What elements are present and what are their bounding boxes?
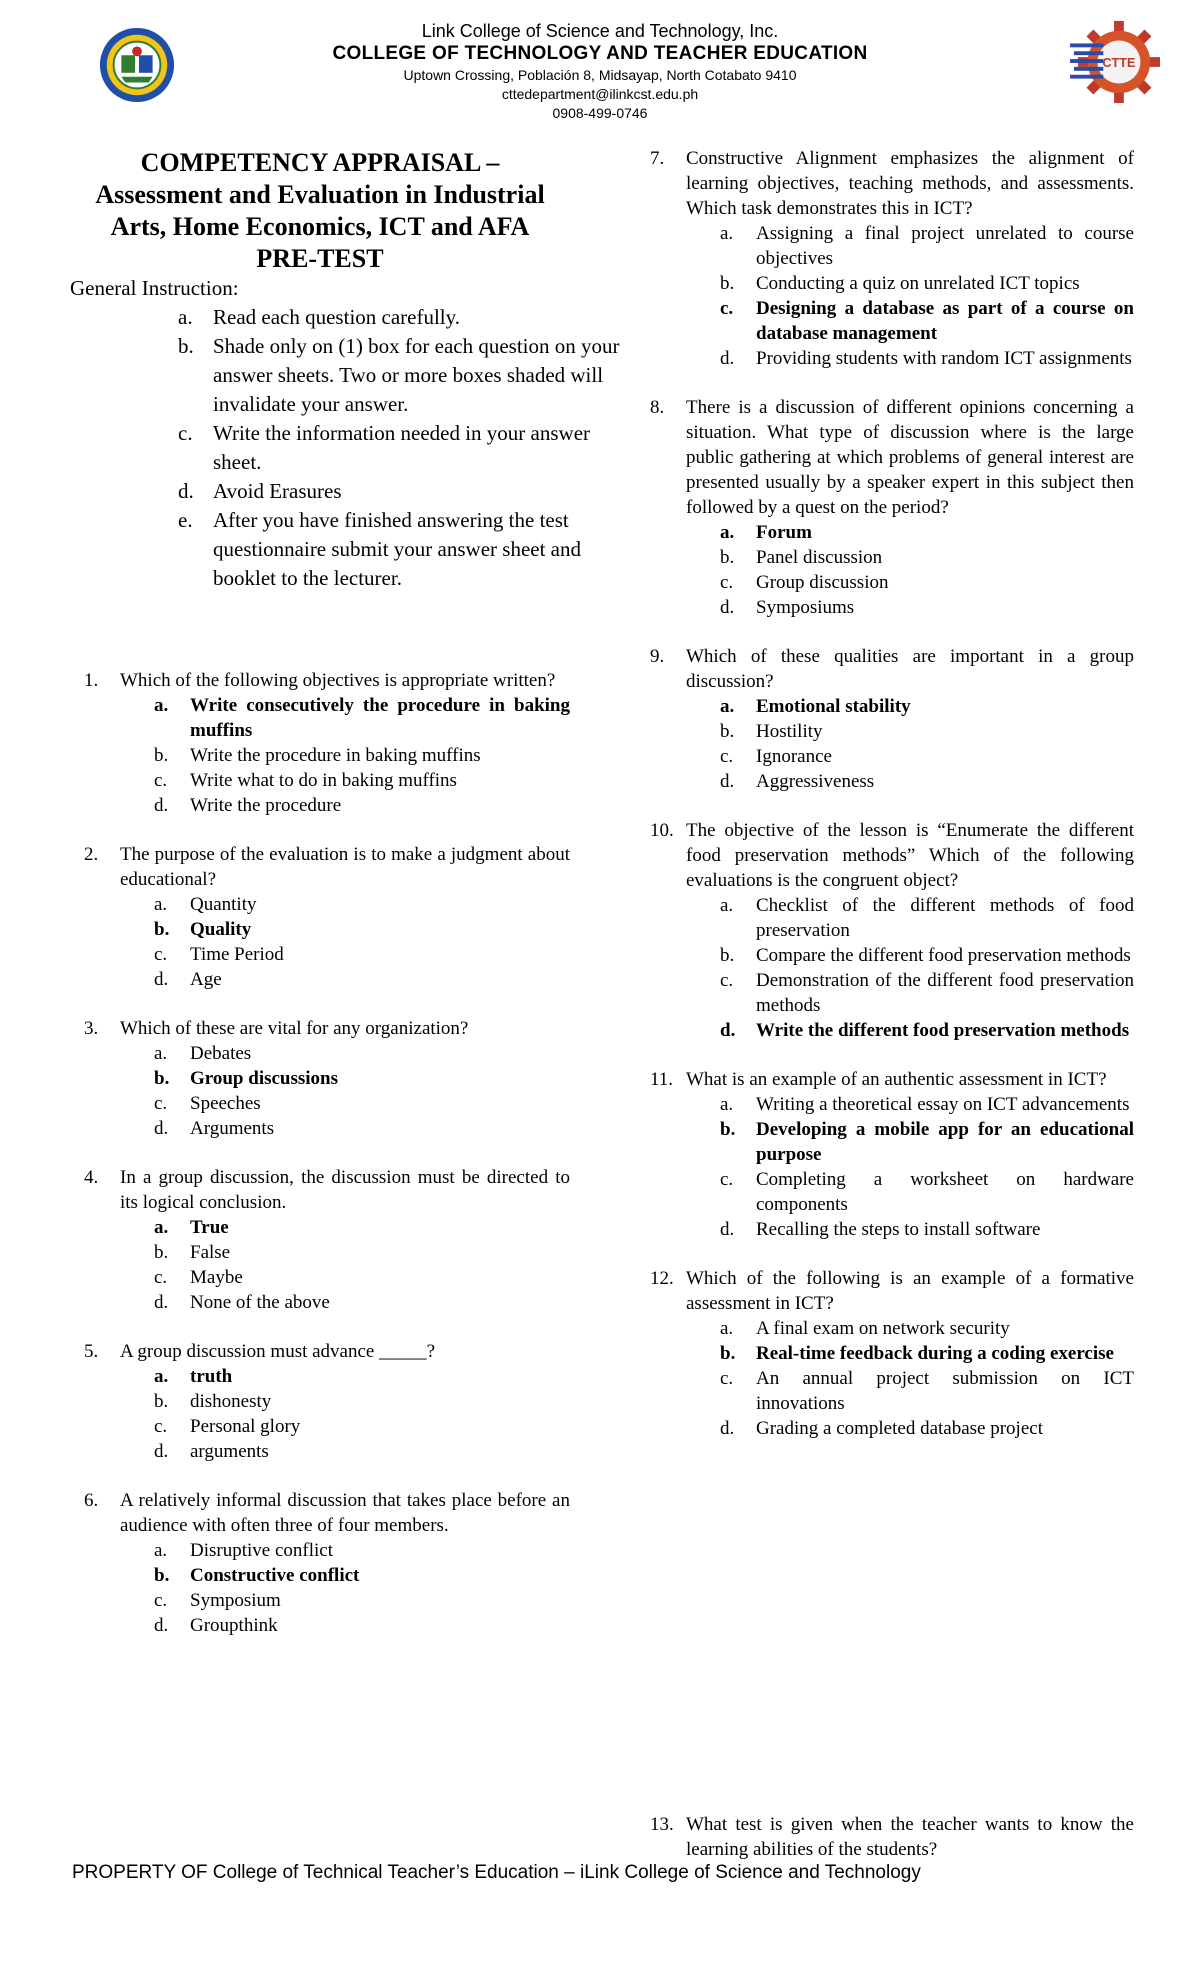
option-letter: b. — [154, 1068, 170, 1089]
option — [650, 1167, 1134, 1217]
instruction-text: Shade only on (1) box for each question on your answer sheets. Two or more boxes shaded will invalidate your answer. — [213, 334, 620, 416]
option-letter: a. — [154, 1366, 169, 1387]
question-7 — [650, 146, 1134, 371]
option — [84, 1588, 570, 1613]
option-text: Forum — [756, 522, 812, 543]
option-letter: d. — [154, 1441, 169, 1462]
question-number: 2. — [84, 844, 99, 865]
option-letter: d. — [154, 1292, 169, 1313]
option-text: An annual project submission on ICT innovations — [756, 1368, 1134, 1414]
option-correct — [650, 1018, 1134, 1043]
option-letter: d. — [720, 1418, 735, 1439]
instruction-letter: d. — [178, 479, 194, 503]
option — [650, 595, 1134, 620]
question-stem: In a group discussion, the discussion must be directed to its logical conclusion. — [120, 1167, 570, 1213]
title-line: Arts, Home Economics, ICT and AFA — [110, 212, 530, 241]
option — [84, 1091, 570, 1116]
question-8 — [650, 395, 1134, 620]
option-letter: a. — [720, 522, 735, 543]
instruction-letter: a. — [178, 305, 193, 329]
option-text: Write consecutively the procedure in baking muffins — [190, 695, 570, 741]
option — [650, 968, 1134, 1018]
title-line: COMPETENCY APPRAISAL – — [140, 148, 500, 177]
option — [84, 1389, 570, 1414]
question-number: 9. — [650, 646, 665, 667]
option-text: False — [190, 1242, 231, 1263]
option — [84, 1439, 570, 1464]
option — [84, 1265, 570, 1290]
question-number: 1. — [84, 670, 99, 691]
option-text: Constructive conflict — [190, 1565, 360, 1586]
option-text: Completing a worksheet on hardware components — [756, 1169, 1134, 1215]
option-letter: a. — [720, 1318, 734, 1339]
option-correct — [84, 1364, 570, 1389]
letterhead — [0, 20, 1200, 123]
option-letter: d. — [720, 348, 735, 369]
option-letter: b. — [154, 1242, 169, 1263]
option-letter: c. — [720, 1368, 734, 1389]
option-text: Time Period — [190, 944, 284, 965]
option — [650, 744, 1134, 769]
option-letter: c. — [154, 770, 168, 791]
question-3 — [84, 1016, 570, 1141]
option-letter: b. — [720, 1119, 736, 1140]
question-number: 10. — [650, 820, 674, 841]
option — [650, 1092, 1134, 1117]
option-letter: b. — [720, 945, 735, 966]
question-number: 12. — [650, 1268, 674, 1289]
instruction-letter: c. — [178, 421, 193, 445]
option-text: Providing students with random ICT assignments — [756, 348, 1132, 369]
option-letter: c. — [154, 1267, 168, 1288]
option-text: Ignorance — [756, 746, 832, 767]
question-stem: Which of the following objectives is appropriate written? — [120, 670, 556, 691]
option-letter: b. — [154, 919, 170, 940]
option-text: Groupthink — [190, 1615, 278, 1636]
question-10 — [650, 818, 1134, 1043]
question-stem: Which of these are vital for any organization? — [120, 1018, 469, 1039]
option — [84, 1041, 570, 1066]
question-stem: What test is given when the teacher wants to know the learning abilities of the students? — [686, 1814, 1134, 1860]
option — [84, 1116, 570, 1141]
option-letter: c. — [720, 746, 734, 767]
option-list — [650, 1092, 1134, 1242]
question-number: 6. — [84, 1490, 99, 1511]
option-text: Checklist of the different methods of food preservation — [756, 895, 1134, 941]
option-text: Speeches — [190, 1093, 261, 1114]
option-letter: c. — [720, 572, 734, 593]
question-stem: There is a discussion of different opinions concerning a situation. What type of discussion where is the large public gathering at which problems of general interest are presented usually by a speaker expert in this subject then followed by a quest on the period? — [686, 397, 1134, 518]
option-letter: a. — [720, 696, 735, 717]
option-text: Write what to do in baking muffins — [190, 770, 457, 791]
option-text: Group discussion — [756, 572, 889, 593]
question-13 — [650, 1812, 1134, 1862]
option-list — [84, 693, 570, 818]
option-text: Demonstration of the different food preservation methods — [756, 970, 1134, 1016]
option-list — [84, 892, 570, 992]
option-text: Disruptive conflict — [190, 1540, 333, 1561]
option-text: arguments — [190, 1441, 269, 1462]
general-instructions — [70, 274, 620, 593]
option-list — [650, 1316, 1134, 1441]
question-11 — [650, 1067, 1134, 1242]
option — [84, 743, 570, 768]
option — [650, 570, 1134, 595]
phone: 0908-499-0746 — [552, 105, 648, 121]
question-stem: A group discussion must advance _____? — [120, 1341, 436, 1362]
option — [650, 221, 1134, 271]
question-6 — [84, 1488, 570, 1638]
title-line: Assessment and Evaluation in Industrial — [95, 180, 545, 209]
option-letter: d. — [154, 1118, 169, 1139]
option-list — [84, 1538, 570, 1638]
option-list — [650, 520, 1134, 620]
option — [650, 1416, 1134, 1441]
question-1 — [84, 668, 570, 818]
option — [84, 1538, 570, 1563]
instruction-item — [70, 477, 633, 506]
question-4 — [84, 1165, 570, 1315]
option-letter: d. — [154, 969, 169, 990]
option-text: A final exam on network security — [756, 1318, 1010, 1339]
option — [84, 942, 570, 967]
option-text: Arguments — [190, 1118, 275, 1139]
question-number: 7. — [650, 148, 665, 169]
instructions-heading: General Instruction: — [70, 276, 239, 300]
option-correct — [84, 693, 570, 743]
option-letter: c. — [720, 298, 734, 319]
option-letter: c. — [154, 944, 168, 965]
option-text: True — [190, 1217, 229, 1238]
option-correct — [650, 520, 1134, 545]
option-letter: b. — [720, 273, 735, 294]
option-letter: c. — [154, 1590, 168, 1611]
instruction-item — [70, 332, 633, 419]
question-9 — [650, 644, 1134, 794]
question-number: 5. — [84, 1341, 99, 1362]
option-correct — [84, 1215, 570, 1240]
option-correct — [84, 1563, 570, 1588]
option — [650, 943, 1134, 968]
option — [650, 1366, 1134, 1416]
question-stem: The objective of the lesson is “Enumerate the different food preservation methods” Which of the following evaluations is the congruent object? — [686, 820, 1134, 891]
option-text: None of the above — [190, 1292, 330, 1313]
option — [650, 719, 1134, 744]
option — [650, 769, 1134, 794]
option-list — [84, 1041, 570, 1141]
institution-name: Link College of Science and Technology, Inc. — [421, 21, 779, 41]
option-letter: b. — [720, 1343, 736, 1364]
option-letter: d. — [720, 597, 735, 618]
question-stem: Which of these qualities are important in a group discussion? — [686, 646, 1134, 692]
option-letter: d. — [720, 1020, 736, 1041]
option-correct — [650, 1117, 1134, 1167]
option-text: Write the different food preservation methods — [756, 1020, 1130, 1041]
option-letter: b. — [154, 1565, 170, 1586]
instruction-letter: b. — [178, 334, 194, 358]
test-title — [70, 147, 570, 275]
address: Uptown Crossing, Población 8, Midsayap, North Cotabato 9410 — [403, 67, 797, 83]
option-text: Personal glory — [190, 1416, 301, 1437]
question-number: 3. — [84, 1018, 99, 1039]
option-letter: a. — [154, 1217, 169, 1238]
question-number: 8. — [650, 397, 665, 418]
question-5 — [84, 1339, 570, 1464]
instruction-text: Write the information needed in your answer sheet. — [213, 421, 591, 474]
option — [84, 1240, 570, 1265]
question-number: 13. — [650, 1814, 674, 1835]
option-letter: a. — [154, 894, 168, 915]
option-text: truth — [190, 1366, 233, 1387]
option-letter: d. — [720, 771, 735, 792]
question-12 — [650, 1266, 1134, 1441]
option-text: Assigning a final project unrelated to course objectives — [756, 223, 1134, 269]
option-text: Write the procedure in baking muffins — [190, 745, 481, 766]
instruction-text: Avoid Erasures — [213, 479, 342, 503]
right-question-column — [650, 146, 1134, 1465]
question-stem: What is an example of an authentic assessment in ICT? — [686, 1069, 1107, 1090]
option-letter: c. — [720, 970, 734, 991]
option-text: Real-time feedback during a coding exercise — [756, 1343, 1114, 1364]
option — [650, 1217, 1134, 1242]
logo-text: CTTE — [1102, 54, 1136, 70]
option-text: Developing a mobile app for an educational purpose — [756, 1119, 1134, 1165]
option-text: Symposium — [190, 1590, 281, 1611]
option — [84, 967, 570, 992]
option-text: Grading a completed database project — [756, 1418, 1043, 1439]
option-text: Debates — [190, 1043, 252, 1064]
option — [84, 1613, 570, 1638]
footer-property-note: PROPERTY OF College of Technical Teacher’s Education – iLink College of Science and Technology — [72, 1862, 921, 1883]
option — [84, 892, 570, 917]
option-letter: a. — [720, 1094, 734, 1115]
option-text: Recalling the steps to install software — [756, 1219, 1041, 1240]
question-2 — [84, 842, 570, 992]
option-letter: d. — [154, 1615, 169, 1636]
instruction-item — [70, 419, 633, 477]
option-text: Write the procedure — [190, 795, 342, 816]
option-correct — [650, 296, 1134, 346]
option-letter: b. — [154, 1391, 169, 1412]
option-text: dishonesty — [190, 1391, 272, 1412]
option-list — [650, 893, 1134, 1043]
title-line: PRE-TEST — [256, 244, 384, 273]
option-text: Quantity — [190, 894, 257, 915]
left-question-column — [84, 668, 570, 1662]
option-correct — [650, 694, 1134, 719]
option-text: Age — [190, 969, 222, 990]
option-correct — [84, 917, 570, 942]
option-correct — [650, 1341, 1134, 1366]
option-letter: d. — [720, 1219, 735, 1240]
question-stem: Constructive Alignment emphasizes the alignment of learning objectives, teaching methods, and assessments. Which task demonstrates this in ICT? — [686, 148, 1134, 219]
option-letter: b. — [720, 547, 735, 568]
option — [84, 1290, 570, 1315]
option — [84, 1414, 570, 1439]
instruction-item — [70, 303, 633, 332]
option-text: Hostility — [756, 721, 823, 742]
option — [650, 1316, 1134, 1341]
option — [84, 793, 570, 818]
question-stem: The purpose of the evaluation is to make a judgment about educational? — [120, 844, 570, 890]
option-list — [650, 694, 1134, 794]
option-letter: a. — [154, 1043, 168, 1064]
option-letter: d. — [154, 795, 169, 816]
instruction-item — [70, 506, 633, 593]
option-text: Panel discussion — [756, 547, 883, 568]
option-text: Emotional stability — [756, 696, 911, 717]
option-text: Maybe — [190, 1267, 243, 1288]
option-text: Aggressiveness — [756, 771, 875, 792]
option — [84, 768, 570, 793]
option-list — [84, 1215, 570, 1315]
option — [650, 346, 1134, 371]
question-stem: A relatively informal discussion that takes place before an audience with often three of four members. — [120, 1490, 570, 1536]
college-name: COLLEGE OF TECHNOLOGY AND TEACHER EDUCATION — [332, 43, 868, 64]
option-letter: a. — [720, 895, 734, 916]
question-stem: Which of the following is an example of a formative assessment in ICT? — [686, 1268, 1134, 1314]
option-letter: a. — [154, 695, 169, 716]
question-number: 11. — [650, 1069, 674, 1090]
option-letter: b. — [720, 721, 735, 742]
option-list — [84, 1364, 570, 1464]
option-correct — [84, 1066, 570, 1091]
option-letter: c. — [720, 1169, 734, 1190]
option-letter: a. — [720, 223, 734, 244]
option — [650, 893, 1134, 943]
option-letter: b. — [154, 745, 169, 766]
question-number: 4. — [84, 1167, 99, 1188]
option-text: Designing a database as part of a course on database management — [756, 298, 1134, 344]
option-text: Compare the different food preservation methods — [756, 945, 1131, 966]
option-text: Writing a theoretical essay on ICT advancements — [756, 1094, 1130, 1115]
instructions-list — [70, 303, 620, 593]
option-text: Conducting a quiz on unrelated ICT topics — [756, 273, 1080, 294]
option-list — [650, 221, 1134, 371]
instruction-text: Read each question carefully. — [213, 305, 461, 329]
option-text: Group discussions — [190, 1068, 339, 1089]
instruction-text: After you have finished answering the test questionnaire submit your answer sheet and booklet to the lecturer. — [213, 508, 581, 590]
option-letter: c. — [154, 1416, 168, 1437]
email: cttedepartment@ilinkcst.edu.ph — [501, 86, 699, 102]
option — [650, 271, 1134, 296]
option-letter: c. — [154, 1093, 168, 1114]
option-text: Quality — [190, 919, 252, 940]
option-text: Symposiums — [756, 597, 855, 618]
instruction-letter: e. — [178, 508, 193, 532]
option-letter: a. — [154, 1540, 168, 1561]
option — [650, 545, 1134, 570]
